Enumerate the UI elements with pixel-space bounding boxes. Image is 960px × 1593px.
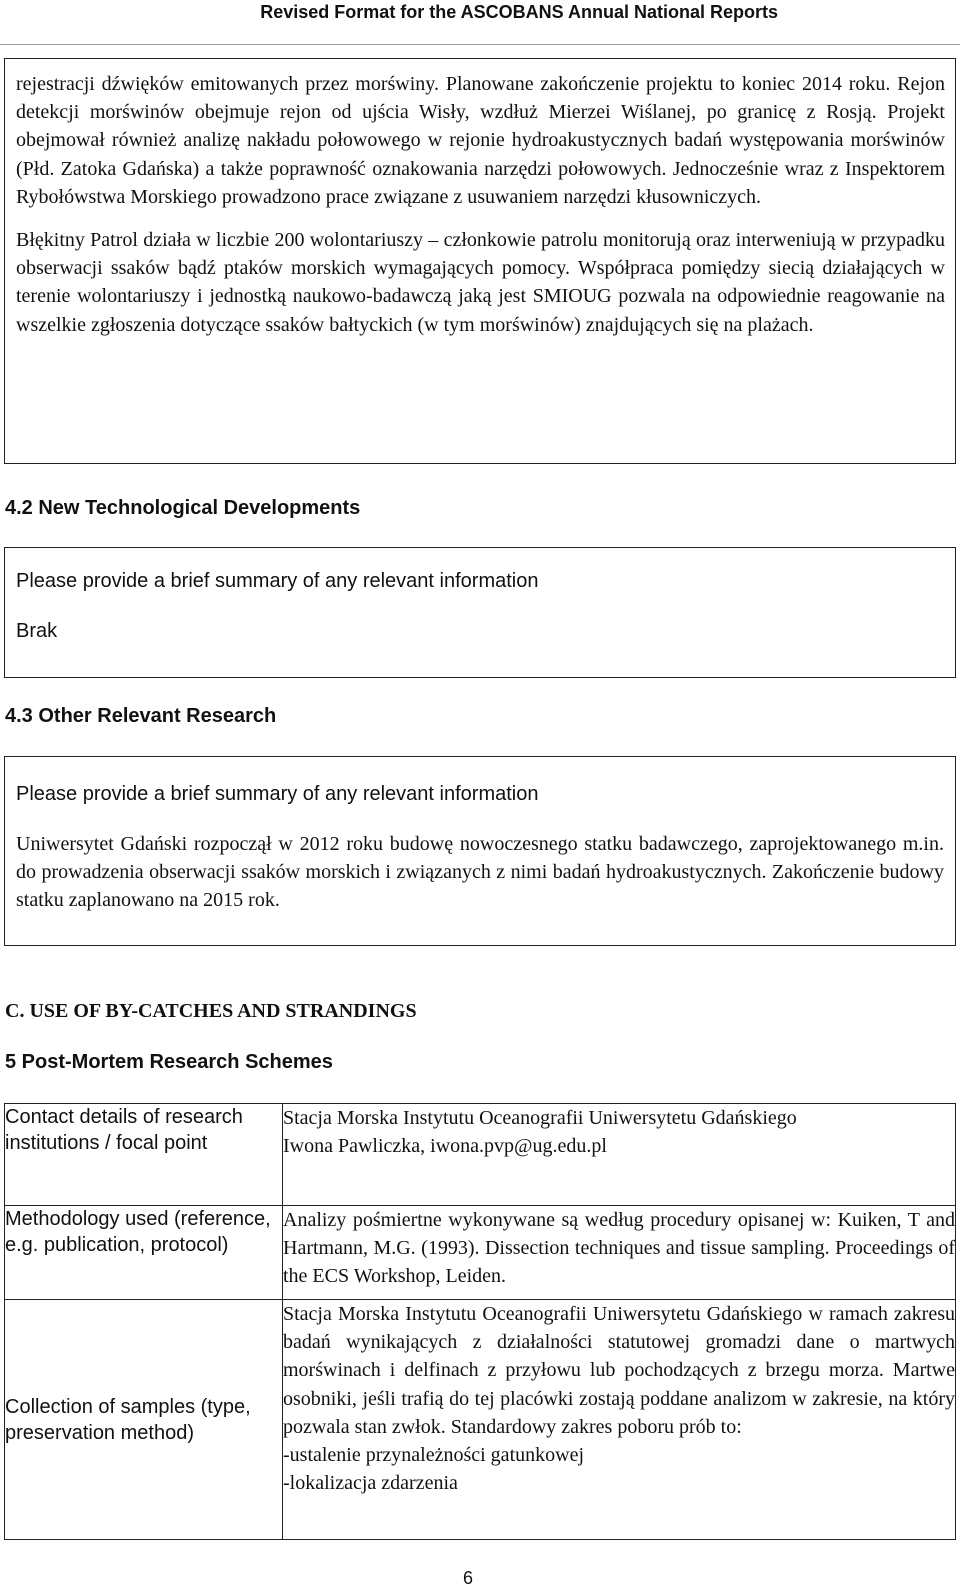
top-text-box [4, 58, 956, 464]
table-row [5, 1300, 956, 1540]
page-number: 6 [463, 1568, 474, 1588]
prompt-4-3: Please provide a brief summary of any relevant information [16, 783, 539, 805]
collection-text: Stacja Morska Instytutu Oceanografii Uniwersytetu Gdańskiego w ramach zakresu badań wynikających z działalności statutowej gromadzi dane o martwych morświnach i delfinach z przyłowu lub pochodzących z brzegu morza. Martwe osobniki, jeśli trafią do tej placówki zostają poddane analizom w zakresie, na który pozwala stan zwłok. Standardowy zakres poboru prób to: [283, 1303, 955, 1438]
page-header [0, 0, 960, 45]
label-methodology: Methodology used (reference, e.g. publication, protocol) [5, 1206, 283, 1300]
methodology-text: Analizy pośmiertne wykonywane są według procedury opisanej w: Kuiken, T and Hartmann, M.G. (1993). Dissection techniques and tissue sampling. Proceedings of the ECS Workshop, Leiden. [283, 1209, 955, 1288]
post-mortem-table [4, 1103, 956, 1540]
label-contact-details: Contact details of research institutions / focal point [5, 1104, 283, 1206]
answer-4-3: Uniwersytet Gdański rozpoczął w 2012 roku budowę nowoczesnego statku badawczego, zaprojektowanego m.in. do prowadzenia obserwacji ssaków morskich i związanych z nimi badań hydroakustycznych. Zakończenie budowy statku zaplanowano na 2015 rok. [16, 833, 944, 912]
heading-5: 5 Post-Mortem Research Schemes [5, 1051, 333, 1073]
value-methodology [283, 1206, 956, 1300]
contact-institution: Stacja Morska Instytutu Oceanografii Uniwersytetu Gdańskiego [283, 1107, 797, 1129]
table-row [5, 1104, 956, 1206]
paragraph-acoustic-detection: rejestracji dźwięków emitowanych przez morświny. Planowane zakończenie projektu to koniec 2014 roku. Rejon detekcji morświnów obejmuje rejon od ujścia Wisły, wzdłuż Mierzei Wiślanej, po granicę z Rosją. Projekt obejmował również analizę nakładu połowowego w rejonie hydroakustycznych badań występowania morświnów (Płd. Zatoka Gdańska) a także poprawność oznakowania narzędzi połowowych. Jednocześnie wraz z Inspektorem Rybołówstwa Morskiego prowadzono prace związane z usuwaniem narzędzi kłusowniczych. [16, 73, 945, 208]
label-collection-samples [5, 1300, 283, 1540]
heading-section-c: C. USE OF BY-CATCHES AND STRANDINGS [5, 1000, 417, 1022]
box-4-2 [4, 547, 956, 678]
header-title: Revised Format for the ASCOBANS Annual National Reports [260, 2, 778, 22]
table-row [5, 1206, 956, 1300]
contact-person: Iwona Pawliczka, iwona.pvp@ug.edu.pl [283, 1135, 607, 1158]
prompt-4-2: Please provide a brief summary of any relevant information [16, 570, 539, 592]
box-4-3 [4, 756, 956, 946]
value-collection-samples [283, 1300, 956, 1540]
heading-4-3: 4.3 Other Relevant Research [5, 705, 277, 727]
collection-label-text: Collection of samples (type, preservation method) [5, 1395, 251, 1444]
collection-item-location: -lokalizacja zdarzenia [283, 1472, 458, 1495]
collection-item-species: -ustalenie przynależności gatunkowej [283, 1444, 584, 1467]
paragraph-blue-patrol: Błękitny Patrol działa w liczbie 200 wolontariuszy – członkowie patrolu monitorują oraz interweniują w przypadku obserwacji ssaków bądź ptaków morskich wymagających pomocy. Współpraca pomiędzy siecią działających w terenie wolontariuszy i jednostką naukowo-badawczą jaką jest SMIOUG pozwala na odpowiednie reagowanie na wszelkie zgłoszenia dotyczące ssaków bałtyckich (w tym morświnów) znajdujących się na plażach. [16, 229, 945, 336]
answer-4-2: Brak [16, 620, 58, 642]
value-contact-details [283, 1104, 956, 1206]
heading-4-2: 4.2 New Technological Developments [5, 497, 361, 519]
